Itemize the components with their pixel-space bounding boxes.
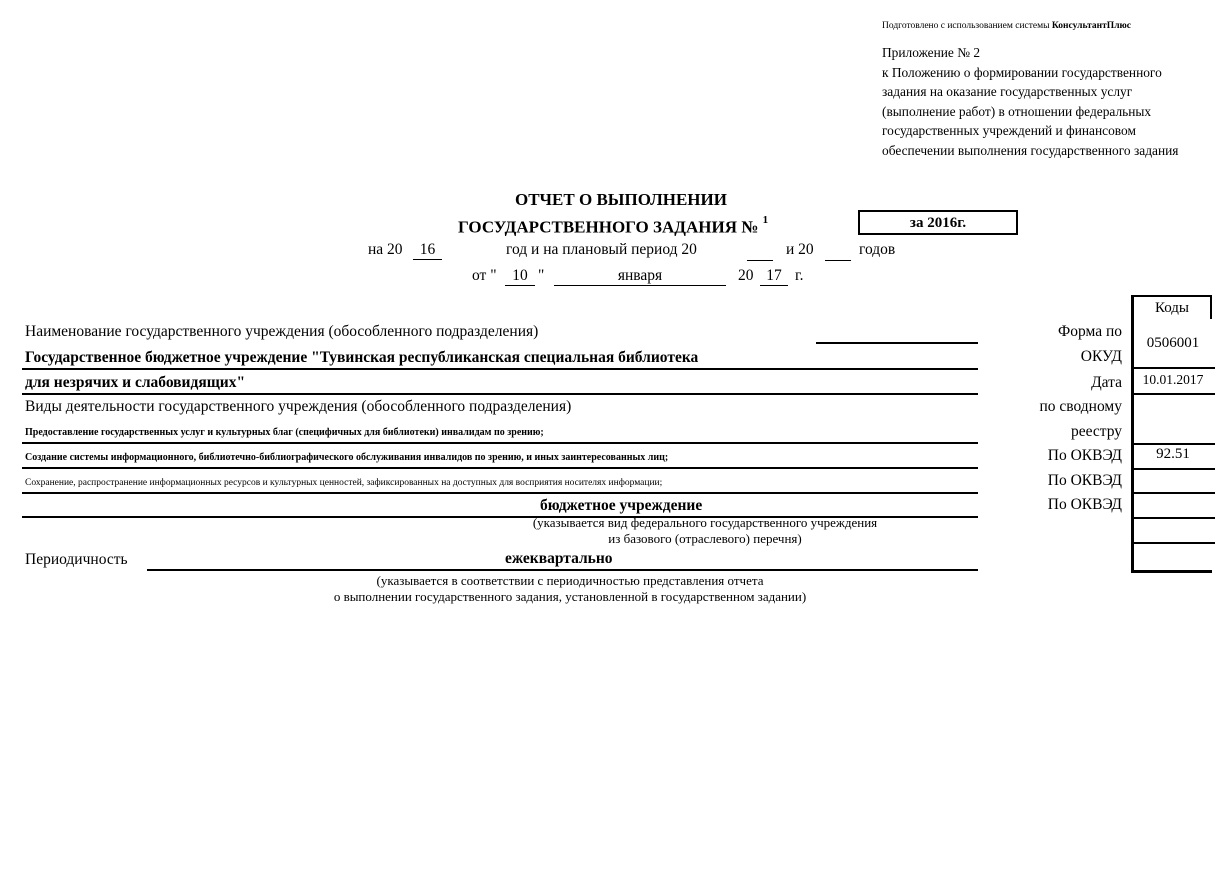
okud-code: 0506001 — [1146, 335, 1200, 351]
codes-row-divider — [1134, 367, 1215, 369]
appendix-block — [882, 43, 1222, 160]
activity-item: Создание системы информационного, библиотечно-библиографического обслуживания инвалидов по зрению, и иных заинтересованных лиц; — [25, 452, 669, 463]
consultant-note — [882, 21, 1131, 31]
note-line: из базового (отраслевого) перечня) — [608, 531, 802, 546]
date-day: 10 — [505, 267, 535, 286]
codes-row-divider — [1134, 542, 1215, 544]
appendix-line: (выполнение работ) в отношении федеральных — [882, 103, 1152, 119]
codes-header: Коды — [1134, 295, 1212, 319]
note-line: о выполнении государственного задания, установленной в государственном задании) — [333, 589, 807, 604]
codes-row-divider — [1134, 492, 1215, 494]
divider — [22, 492, 978, 494]
date-month: января — [554, 267, 726, 286]
institution-name-label: Наименование государственного учреждения (обособленного подразделения) — [25, 323, 539, 340]
divider — [22, 368, 978, 370]
date-quote: " — [538, 267, 545, 284]
okved-label: По ОКВЭД — [1047, 447, 1122, 464]
activity-item: Сохранение, распространение информационных ресурсов и культурных ценностей, зафиксированных на доступных для восприятия носителях информации; — [25, 478, 663, 488]
note-line: (указывается в соответствии с периодичностью представления отчета — [376, 573, 764, 588]
plan-year2-blank — [825, 243, 851, 261]
appendix-line: к Положению о формировании государственного — [882, 64, 1162, 80]
report-title-line2 — [458, 214, 769, 238]
appendix-line: задания на оказание государственных услуг — [882, 84, 1133, 99]
po-svodnomu-label: по сводному — [1039, 398, 1122, 415]
period-prefix: на 20 — [368, 241, 403, 258]
consultant-brand: КонсультантПлюс — [1051, 21, 1131, 31]
periodicity-label: Периодичность — [25, 551, 128, 568]
divider — [22, 467, 978, 469]
periodicity-value: ежеквартально — [505, 550, 613, 567]
periodicity-note — [280, 573, 860, 605]
date-from: от " — [472, 267, 497, 284]
okved-label: По ОКВЭД — [1047, 472, 1122, 489]
consultant-prefix: Подготовлено с использованием системы — [882, 21, 1052, 31]
okved-label: По ОКВЭД — [1047, 496, 1122, 513]
date-label: Дата — [1091, 374, 1122, 391]
codes-row-divider — [1134, 443, 1215, 445]
institution-type-value: бюджетное учреждение — [540, 497, 703, 514]
date-g: г. — [795, 267, 804, 284]
period-year: 16 — [413, 241, 442, 260]
forma-po-label: Форма по — [1057, 323, 1122, 340]
report-year-box: за 2016г. — [858, 210, 1018, 235]
institution-type-note — [480, 515, 930, 547]
okved-code: 92.51 — [1156, 446, 1190, 462]
date-century: 20 — [738, 267, 754, 284]
activity-item: Предоставление государственных услуг и культурных благ (специфичных для библиотеки) инвалидам по зрению; — [25, 427, 544, 438]
date-code: 10.01.2017 — [1142, 372, 1204, 387]
plan-year1-blank — [747, 243, 773, 261]
divider — [22, 442, 978, 444]
appendix-line: государственных учреждений и финансовом — [882, 123, 1136, 138]
codes-row-divider — [1134, 468, 1215, 470]
report-title-text: ГОСУДАРСТВЕННОГО ЗАДАНИЯ № — [458, 217, 759, 237]
divider — [22, 393, 978, 395]
period-suffix: годов — [859, 241, 896, 258]
organization-name-line2: для незрячих и слабовидящих" — [25, 374, 246, 391]
codes-table — [1131, 295, 1212, 573]
organization-name-line1: Государственное бюджетное учреждение "Тувинская республиканская специальная библиотека — [25, 349, 699, 366]
okud-label: ОКУД — [1080, 348, 1122, 365]
activities-label: Виды деятельности государственного учреждения (обособленного подразделения) — [25, 398, 572, 415]
period-middle: год и на плановый период 20 — [506, 241, 697, 258]
appendix-line: обеспечении выполнения государственного задания — [882, 142, 1179, 158]
report-title-line1: ОТЧЕТ О ВЫПОЛНЕНИИ — [515, 190, 727, 209]
note-line: (указывается вид федерального государственного учреждения — [532, 515, 878, 530]
period-and: и 20 — [786, 241, 814, 258]
periodicity-underline — [147, 569, 978, 571]
name-label-underline — [816, 342, 978, 344]
appendix-line: Приложение № 2 — [882, 45, 981, 60]
footnote-mark: 1 — [762, 214, 769, 226]
reestru-label: реестру — [1070, 423, 1122, 440]
date-year: 17 — [760, 267, 788, 286]
codes-row-divider — [1134, 517, 1215, 519]
codes-row-divider — [1134, 393, 1215, 395]
